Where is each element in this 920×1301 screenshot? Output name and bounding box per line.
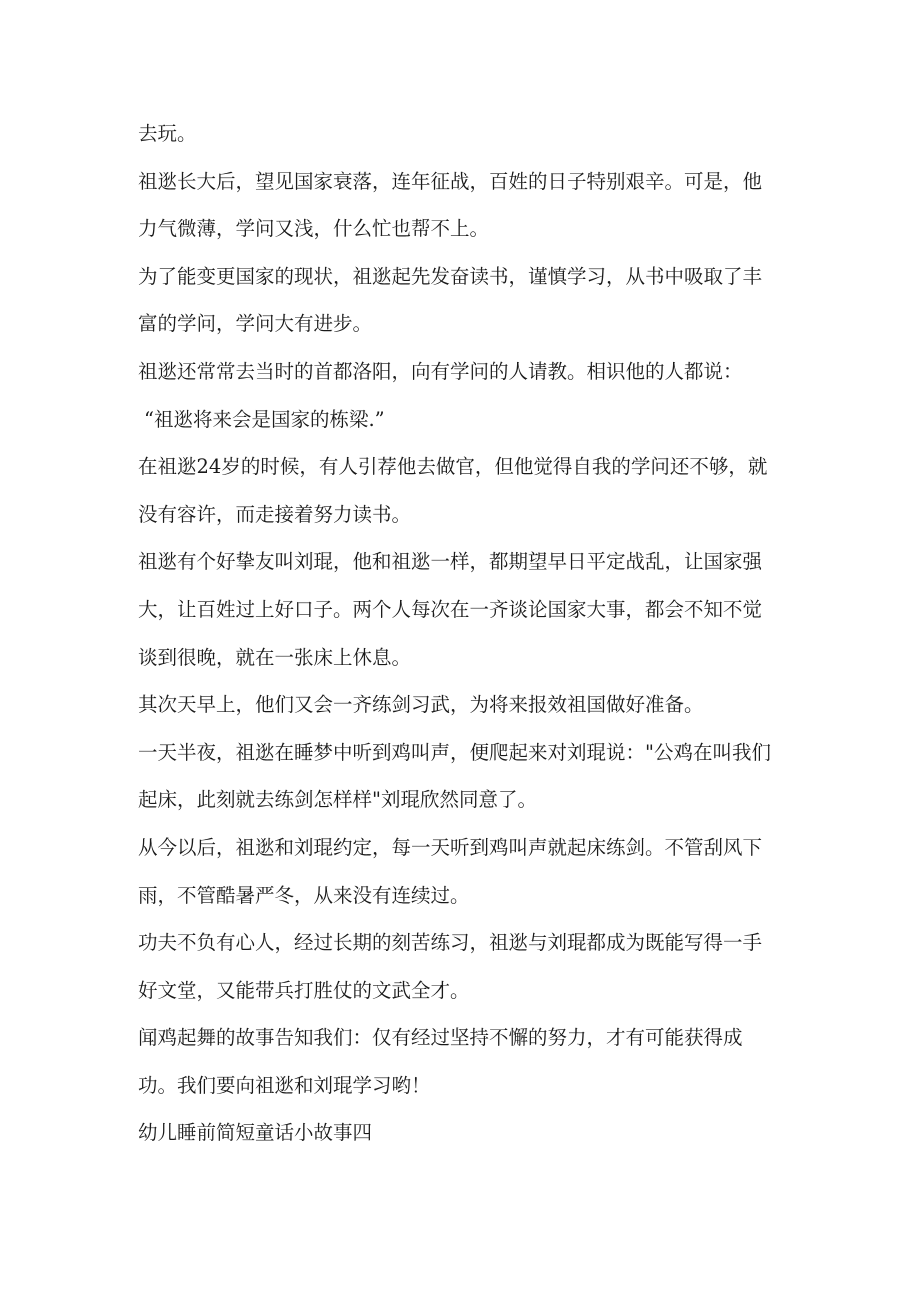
- text-line: 力气微薄，学问又浅，什么忙也帮不上。: [138, 217, 490, 241]
- story-text: [138, 110, 788, 1157]
- text-line: 起床，此刻就去练剑怎样样"刘琨欣然同意了。: [138, 788, 537, 812]
- text-line: 从今以后，祖逖和刘琨约定，每一天听到鸡叫声就起床练剑。不管刮风下: [138, 835, 763, 859]
- text-line: 一天半夜，祖逖在睡梦中听到鸡叫声，便爬起来对刘琨说："公鸡在叫我们: [138, 740, 771, 764]
- text-line: 在祖逖24岁的时候，有人引荐他去做官，但他觉得自我的学问还不够，就: [138, 455, 768, 479]
- text-line: 功夫不负有心人，经过长期的刻苦练习，祖逖与刘琨都成为既能写得一手: [138, 931, 763, 955]
- text-line: 为了能变更国家的现状，祖逖起先发奋读书，谨慎学习，从书中吸取了丰: [138, 264, 763, 288]
- text-line: 富的学问，学问大有进步。: [138, 312, 373, 336]
- quote-line: “祖逖将来会是国家的栋梁.”: [144, 407, 385, 431]
- text-line: 祖逖还常常去当时的首都洛阳，向有学问的人请教。相识他的人都说：: [138, 359, 743, 383]
- text-line: 祖逖有个好挚友叫刘琨，他和祖逖一样，都期望早日平定战乱，让国家强: [138, 550, 763, 574]
- text-line: 好文堂，又能带兵打胜仗的文武全才。: [138, 978, 470, 1002]
- text-line: 去玩。: [138, 122, 197, 145]
- text-line: 雨，不管酷暑严冬，从来没有连续过。: [138, 883, 470, 907]
- text-line: 谈到很晚，就在一张床上休息。: [138, 645, 412, 669]
- text-line: 其次天早上，他们又会一齐练剑习武，为将来报效祖国做好准备。: [138, 693, 704, 717]
- text-line: 功。我们要向祖逖和刘琨学习哟！: [138, 1073, 431, 1097]
- text-line: 没有容许，而走接着努力读书。: [138, 502, 412, 526]
- text-line: 闻鸡起舞的故事告知我们：仅有经过坚持不懈的努力，才有可能获得成: [138, 1026, 743, 1050]
- text-line: 祖逖长大后，望见国家衰落，连年征战，百姓的日子特别艰辛。可是，他: [138, 169, 763, 193]
- section-heading: 幼儿睡前简短童话小故事四: [138, 1121, 373, 1145]
- text-line: 大，让百姓过上好口子。两个人每次在一齐谈论国家大事，都会不知不觉: [138, 597, 763, 621]
